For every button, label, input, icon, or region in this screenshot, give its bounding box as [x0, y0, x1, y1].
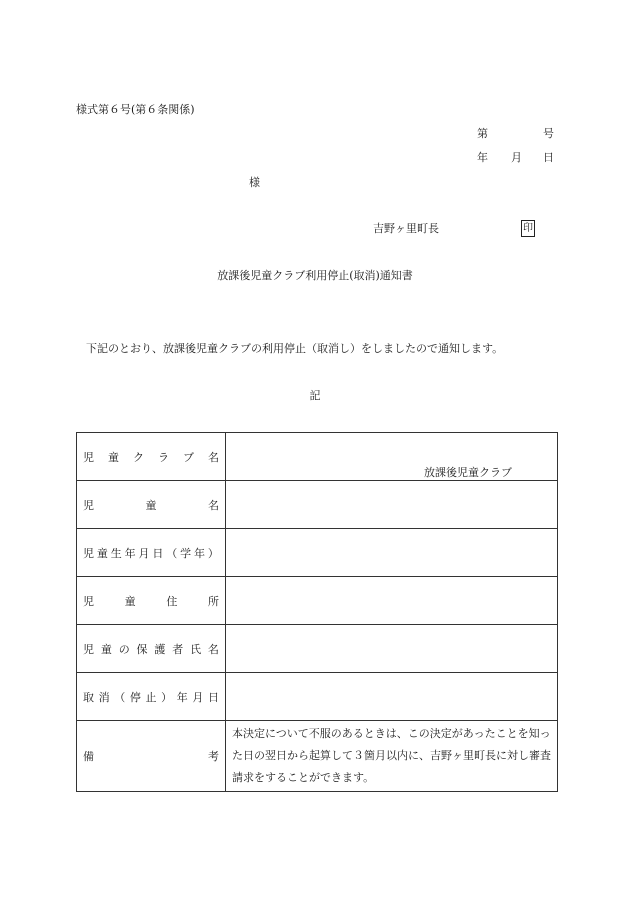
form-number-label: 様式第６号(第６条関係): [76, 103, 195, 116]
table-row: [77, 481, 558, 529]
row-label-birthdate: 児 童 生 年 月 日 （ 学 年 ）: [77, 529, 226, 577]
row-value-birthdate: [226, 529, 558, 577]
notice-body-text: 下記のとおり、放課後児童クラブの利用停止（取消し）をしましたので通知します。: [86, 342, 504, 355]
issuer-name: 吉野ヶ里町長: [373, 222, 439, 235]
document-title: 放課後児童クラブ利用停止(取消)通知書: [217, 269, 413, 282]
row-value-club-name: [226, 433, 558, 481]
row-label-club-name: 児 童 ク ラ ブ 名: [77, 433, 226, 481]
row-value-guardian-name: [226, 625, 558, 673]
table-row: [77, 673, 558, 721]
date-month-label: 月: [511, 151, 522, 164]
document-number-suffix: 号: [543, 127, 554, 140]
date-day-label: 日: [543, 151, 554, 164]
notice-details-table: [76, 432, 558, 792]
row-label-remarks: 備 考: [77, 721, 226, 792]
document-number-prefix: 第: [477, 127, 488, 140]
table-row: [77, 625, 558, 673]
seal-mark: 印: [521, 220, 535, 237]
row-label-address: 児 童 住 所: [77, 577, 226, 625]
ki-heading: 記: [309, 389, 321, 402]
row-label-cancel-date: 取 消 （ 停 止 ） 年 月 日: [77, 673, 226, 721]
remarks-text: 本決定について不服のあるときは、この決定があったことを知った日の翌日から起算して３箇月以内に、吉野ヶ里町長に対し審査請求をすることができます。: [226, 721, 558, 792]
row-label-child-name: 児 童 名: [77, 481, 226, 529]
addressee-honorific: 様: [249, 176, 260, 189]
row-label-guardian-name: 児 童 の 保 護 者 氏 名: [77, 625, 226, 673]
table-row: [77, 721, 558, 792]
table-row: [77, 529, 558, 577]
club-name-value: 放課後児童クラブ: [424, 466, 512, 479]
table-row: [77, 433, 558, 481]
table-row: [77, 577, 558, 625]
row-value-cancel-date: [226, 673, 558, 721]
row-value-child-name: [226, 481, 558, 529]
row-value-address: [226, 577, 558, 625]
date-year-label: 年: [477, 151, 488, 164]
